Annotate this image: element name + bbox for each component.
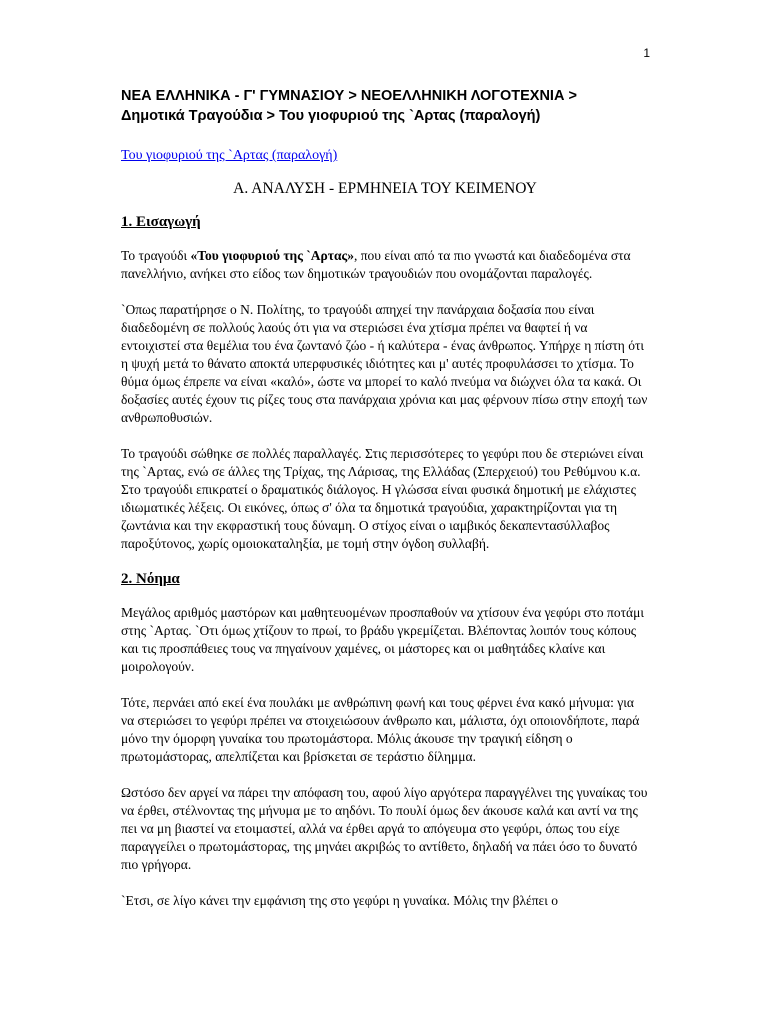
section-heading: Α. ΑΝΑΛΥΣΗ - ΕΡΜΗΝΕΙΑ ΤΟΥ ΚΕΙΜΕΝΟΥ: [233, 180, 537, 197]
page-number: 1: [643, 46, 650, 60]
meaning-paragraph-1: Μεγάλος αριθμός μαστόρων και μαθητευομένων προσπαθούν να χτίσουν ένα γεφύρι στο ποτάμι στης `Αρτας. `Οτι όμως χτίζουν το πρωί, το βράδυ γκρεμίζεται. Βλέποντας λοιπόν τους κόπους και τις προσπάθειες τους να πηγαίνουν χαμένες, οι μάστορες και οι μαθητάδες κλαίνε και μοιρολογούν.: [121, 605, 644, 674]
meaning-paragraph-2: Τότε, περνάει από εκεί ένα πουλάκι με ανθρώπινη φωνή και τους φέρνει ένα κακό μήνυμα: για να στεριώσει το γεφύρι πρέπει να στοιχειώσουν άνθρωπο και, μάλιστα, όχι οποιονδήποτε, παρά μόνο την όμορφη γυναίκα του πρωτομάστορα. Μόλις άκουσε την τραγική είδηση ο πρωτομάστορας, απελπίζεται και βρίσκεται σε τεράστιο δίλημμα.: [121, 695, 640, 764]
intro-paragraph-2: `Οπως παρατήρησε ο Ν. Πολίτης, το τραγούδι απηχεί την πανάρχαια δοξασία που είναι διαδεδομένη σε πολλούς λαούς ότι για να στεριώσει ένα χτίσμα πρέπει να θαφτεί ή να εντοιχιστεί στα θεμέλια του ένα ζωντανό ζώο - ή καλύτερα - ένας άνθρωπος. Υπήρχε η πίστη ότι η ψυχή μετά το θάνατο αποκτά υπερφυσικές ιδιότητες και μ' αυτές προφυλάσσει το χτίσμα. Το θύμα όμως έπρεπε να είναι «καλό», ώστε να μπορεί το καλό πνεύμα να διώχνει όλα τα κακά. Οι δοξασίες αυτές έχουν τις ρίζες τους στα πανάρχαια χρόνια και μας φέρνουν πίσω στην εποχή των ανθρωποθυσιών.: [121, 302, 648, 425]
title-link[interactable]: Του γιοφυριού της `Αρτας (παραλογή): [121, 148, 338, 163]
breadcrumb: [121, 86, 649, 126]
breadcrumb-line-2: Δημοτικά Τραγούδια > Του γιοφυριού της `Αρτας (παραλογή): [121, 108, 541, 124]
breadcrumb-line-1: ΝΕΑ ΕΛΛΗΝΙΚΑ - Γ' ΓΥΜΝΑΣΙΟΥ > ΝΕΟΕΛΛΗΝΙΚΗ ΛΟΓΟΤΕΧΝΙΑ >: [121, 88, 577, 104]
meaning-heading: 2. Νόημα: [121, 571, 180, 587]
meaning-paragraph-4: `Ετσι, σε λίγο κάνει την εμφάνιση της στο γεφύρι η γυναίκα. Μόλις την βλέπει ο: [121, 893, 558, 908]
intro-p1-text-end: , που είναι από τα πιο γνωστά και διαδεδομένα στα πανελλήνιο, ανήκει στο είδος των δημοτικών τραγουδιών που ονομάζονται παραλογές.: [121, 248, 631, 281]
intro-p1-text-start: Το τραγούδι: [121, 248, 191, 263]
intro-heading: 1. Εισαγωγή: [121, 214, 201, 230]
intro-p1-bold-title: «Του γιοφυριού της `Αρτας»: [190, 248, 354, 263]
intro-paragraph-1: [121, 247, 649, 283]
meaning-paragraph-3: Ωστόσο δεν αργεί να πάρει την απόφαση του, αφού λίγο αργότερα παραγγέλνει της γυναίκας του να έρθει, στέλνοντας της μήνυμα με το αηδόνι. Το πουλί όμως δεν άκουσε καλά και αντί να της πει να μη βιαστεί να ετοιμαστεί, αλλά να έρθει αργά το απόγευμα στο γεφύρι, όπως του είχε παραγγείλει ο πρωτομάστορας, της μηνάει ακριβώς το αντίθετο, δηλαδή να πάει όσο το δυνατό πιο γρήγορα.: [121, 785, 648, 872]
intro-paragraph-3: Το τραγούδι σώθηκε σε πολλές παραλλαγές. Στις περισσότερες το γεφύρι που δε στεριώνει είναι της `Αρτας, ενώ σε άλλες της Τρίχας, της Λάρισας, της Ελλάδας (Σπερχειού) του Ρεθύμνου κ.α. Στο τραγούδι επικρατεί ο δραματικός διάλογος. Η γλώσσα είναι φυσικά δημοτική με ελάχιστες ιδιωματικές λέξεις. Οι εικόνες, όπως σ' όλα τα δημοτικά τραγούδια, χαρακτηρίζονται για τη ζωντάνια και την εκφραστική τους δύναμη. Ο στίχος είναι ο ιαμβικός δεκαπεντασύλλαβος παροξύτονος, χωρίς ομοιοκαταληξία, με τομή στην όγδοη συλλαβή.: [121, 446, 644, 551]
document-body: [121, 86, 649, 928]
